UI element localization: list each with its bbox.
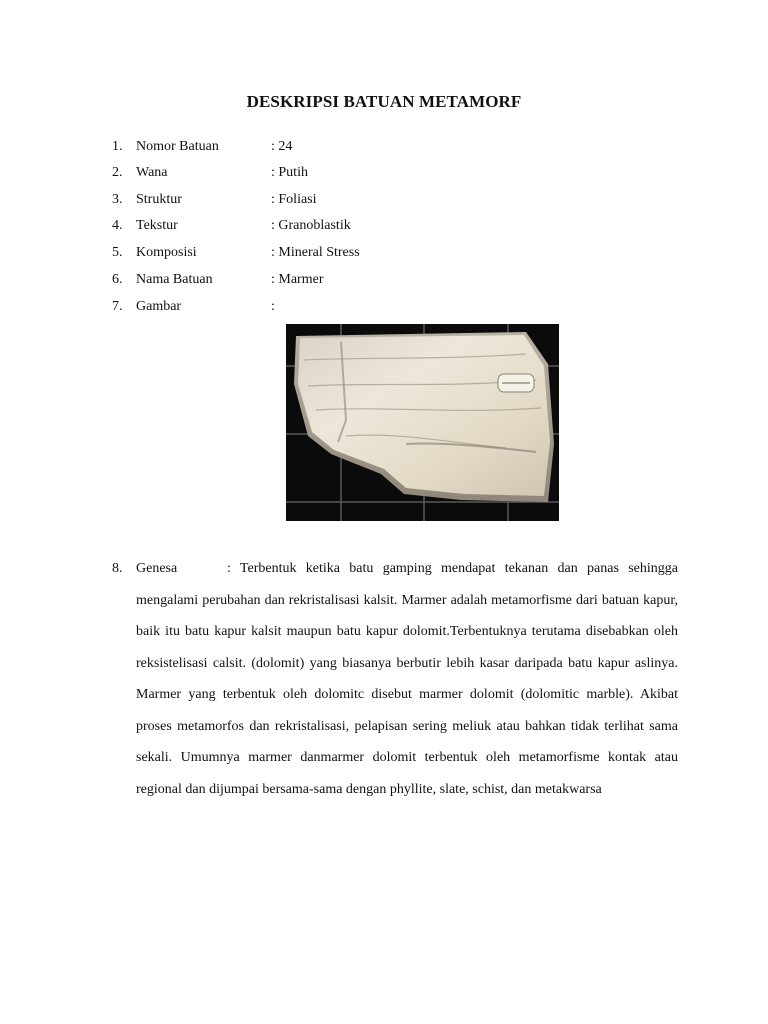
- genesa-paragraph: : Terbentuk ketika batu gamping mendapat tekanan dan panas sehingga mengalami perubahan dan rekristalisasi kalsit. Marmer adalah metamorfisme dari batuan kapur, baik itu batu kapur kalsit maupun batu kapur dolomit.Terbentuknya terutama disebabkan oleh reksistelisasi calsit. (dolomit) yang biasanya berbutir lebih kasar daripada batu kapur aslinya. Marmer yang terbentuk oleh dolomitc disebut marmer dolomit (dolomitic marble). Akibat proses metamorfos dan rekristalisasi, pelapisan sering meliuk atau bahkan tidak terlihat sama sekali. Umumnya marmer danmarmer dolomit terbentuk oleh metamorfisme kontak atau regional dan dijumpai bersama-sama dengan phyllite, slate, schist, dan metakwarsa: [136, 561, 678, 797]
- document-title: DESKRIPSI BATUAN METAMORF: [246, 92, 522, 111]
- marble-rock-photo: [286, 324, 559, 521]
- item-value: : 24: [271, 139, 293, 154]
- item-value: : Granoblastik: [271, 218, 351, 233]
- marble-rock-image: [286, 324, 559, 521]
- item-value: : Mineral Stress: [271, 245, 360, 260]
- item-number: 3.: [112, 192, 123, 207]
- item-label: Gambar: [136, 299, 182, 314]
- item-number: 5.: [112, 245, 123, 260]
- item-number: 6.: [112, 272, 123, 287]
- item-label: Genesa: [136, 561, 178, 576]
- item-value: : Foliasi: [271, 192, 317, 207]
- item-number: 8.: [112, 561, 123, 576]
- item-label: Struktur: [136, 192, 182, 207]
- item-number: 1.: [112, 139, 123, 154]
- item-value: :: [271, 299, 275, 314]
- item-label: Wana: [136, 165, 168, 180]
- item-label: Nama Batuan: [136, 272, 213, 287]
- item-value: : Marmer: [271, 272, 324, 287]
- item-label: Tekstur: [136, 218, 178, 233]
- item-label: Komposisi: [136, 245, 197, 260]
- item-number: 4.: [112, 218, 123, 233]
- item-number: 2.: [112, 165, 123, 180]
- genesa-section: [112, 553, 678, 805]
- item-number: 7.: [112, 299, 123, 314]
- item-label: Nomor Batuan: [136, 139, 219, 154]
- item-value: : Putih: [271, 165, 308, 180]
